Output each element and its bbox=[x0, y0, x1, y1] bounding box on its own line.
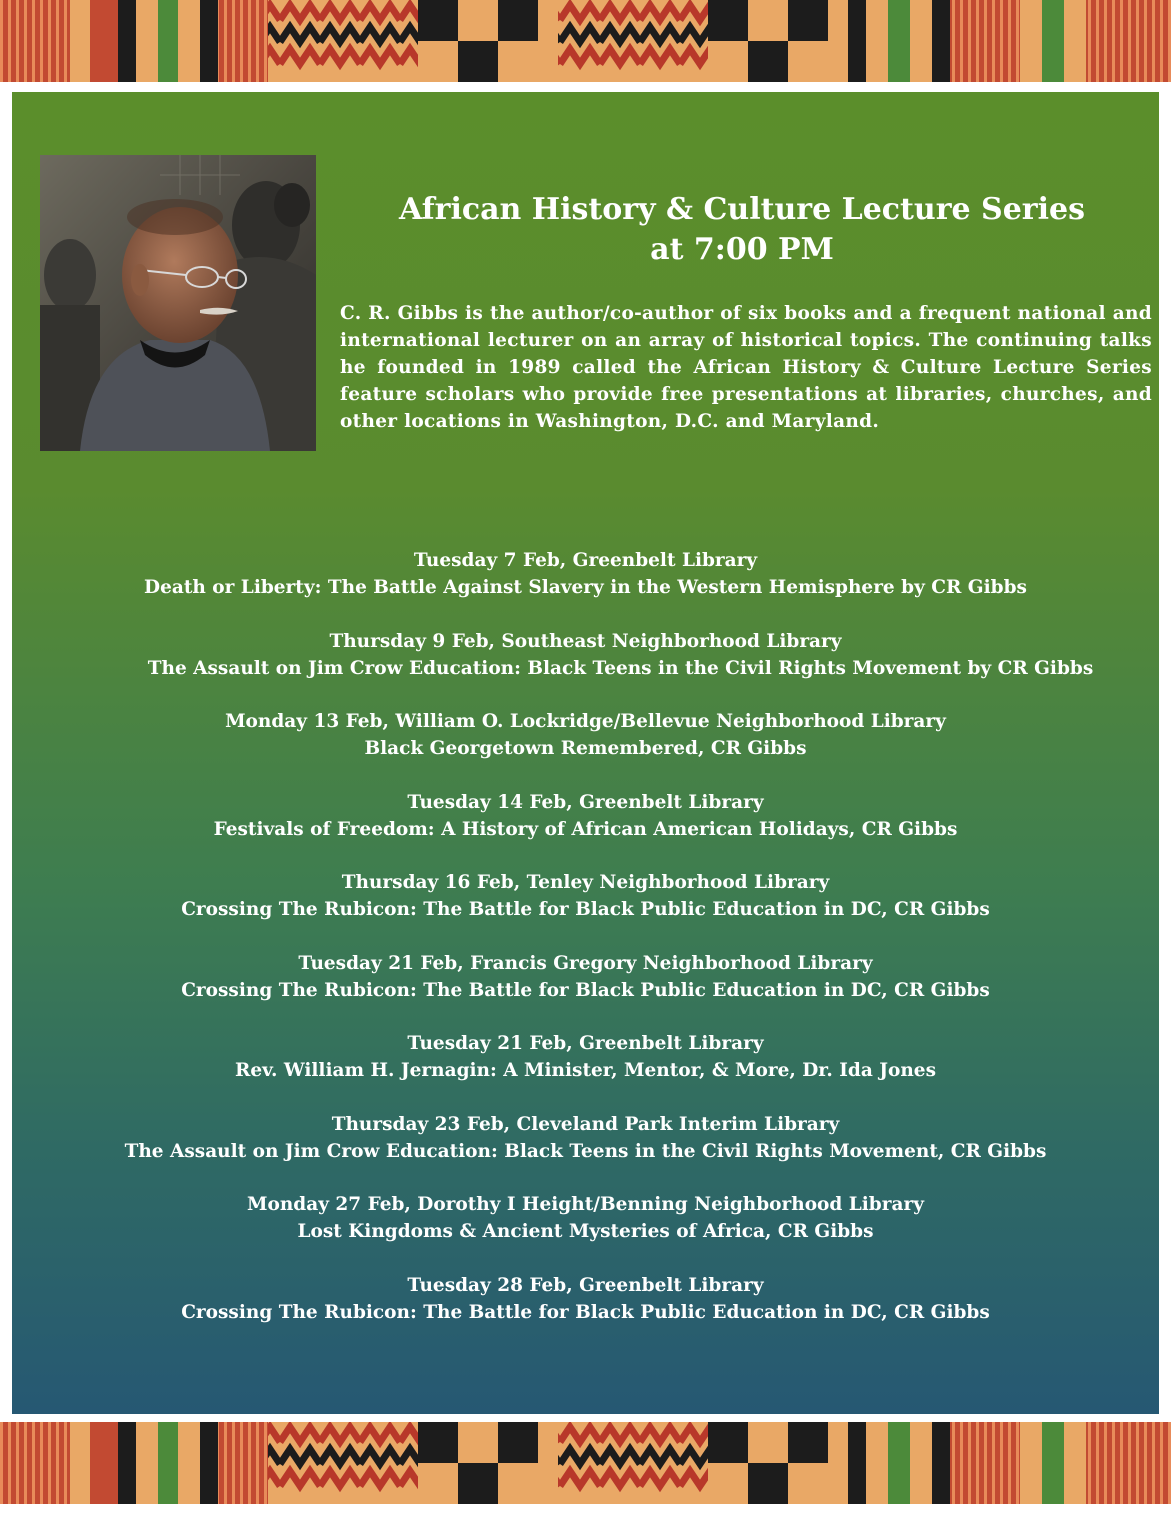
event-talk: Rev. William H. Jernagin: A Minister, Mentor, & More, Dr. Ida Jones bbox=[235, 1060, 936, 1081]
event-item bbox=[12, 708, 1159, 762]
kente-pattern-top bbox=[0, 0, 1171, 82]
event-when: Monday 27 Feb, Dorothy I Height/Benning Neighborhood Library bbox=[247, 1194, 924, 1215]
event-talk: Festivals of Freedom: A History of African American Holidays, CR Gibbs bbox=[213, 818, 958, 840]
flyer-panel bbox=[12, 92, 1159, 1414]
event-item bbox=[12, 869, 1159, 923]
event-item bbox=[12, 789, 1159, 843]
event-item bbox=[12, 1111, 1159, 1165]
speaker-photo-image bbox=[40, 155, 316, 451]
event-item bbox=[12, 950, 1159, 1004]
event-when: Monday 13 Feb, William O. Lockridge/Bellevue Neighborhood Library bbox=[225, 711, 946, 732]
event-talk: The Assault on Jim Crow Education: Black Teens in the Civil Rights Movement by CR Gibbs bbox=[147, 657, 1094, 679]
event-talk: The Assault on Jim Crow Education: Black Teens in the Civil Rights Movement, CR Gibbs bbox=[124, 1140, 1047, 1162]
event-item bbox=[12, 1191, 1159, 1245]
event-talk: Lost Kingdoms & Ancient Mysteries of Africa, CR Gibbs bbox=[297, 1221, 874, 1242]
event-when: Tuesday 21 Feb, Francis Gregory Neighborhood Library bbox=[298, 952, 873, 974]
page-title bbox=[352, 190, 1132, 270]
title-line-1: African History & Culture Lecture Series bbox=[398, 192, 1085, 227]
intro-paragraph: C. R. Gibbs is the author/co-author of six books and a frequent national and international lecturer on an array of historical topics. The continuing talks he founded in 1989 called the African History & Culture Lecture Series feature scholars who provide free presentations at libraries, churches, and other locations in Washington, D.C. and Maryland. bbox=[340, 303, 1152, 432]
event-when: Tuesday 21 Feb, Greenbelt Library bbox=[407, 1033, 764, 1054]
event-talk: Crossing The Rubicon: The Battle for Black Public Education in DC, CR Gibbs bbox=[181, 899, 990, 920]
event-talk: Black Georgetown Remembered, CR Gibbs bbox=[364, 738, 807, 759]
event-when: Tuesday 7 Feb, Greenbelt Library bbox=[413, 550, 758, 571]
speaker-photo bbox=[40, 155, 316, 451]
event-talk: Crossing The Rubicon: The Battle for Black Public Education in DC, CR Gibbs bbox=[181, 1301, 990, 1323]
event-when: Thursday 9 Feb, Southeast Neighborhood Library bbox=[329, 630, 842, 652]
event-when: Thursday 23 Feb, Cleveland Park Interim Library bbox=[331, 1113, 840, 1135]
event-when: Tuesday 14 Feb, Greenbelt Library bbox=[407, 791, 764, 813]
kente-border-bottom bbox=[0, 1422, 1171, 1504]
event-item bbox=[12, 628, 1159, 682]
event-when: Tuesday 28 Feb, Greenbelt Library bbox=[407, 1274, 764, 1296]
event-item bbox=[12, 547, 1159, 601]
event-talk: Death or Liberty: The Battle Against Slavery in the Western Hemisphere by CR Gibbs bbox=[144, 577, 1027, 598]
event-item bbox=[12, 1272, 1159, 1326]
event-when: Thursday 16 Feb, Tenley Neighborhood Library bbox=[341, 872, 830, 893]
title-line-2: at 7:00 PM bbox=[650, 232, 834, 267]
kente-pattern-bottom bbox=[0, 1422, 1171, 1504]
event-item bbox=[12, 1030, 1159, 1084]
event-talk: Crossing The Rubicon: The Battle for Black Public Education in DC, CR Gibbs bbox=[181, 979, 990, 1001]
kente-border-top bbox=[0, 0, 1171, 82]
event-list bbox=[12, 547, 1159, 1352]
